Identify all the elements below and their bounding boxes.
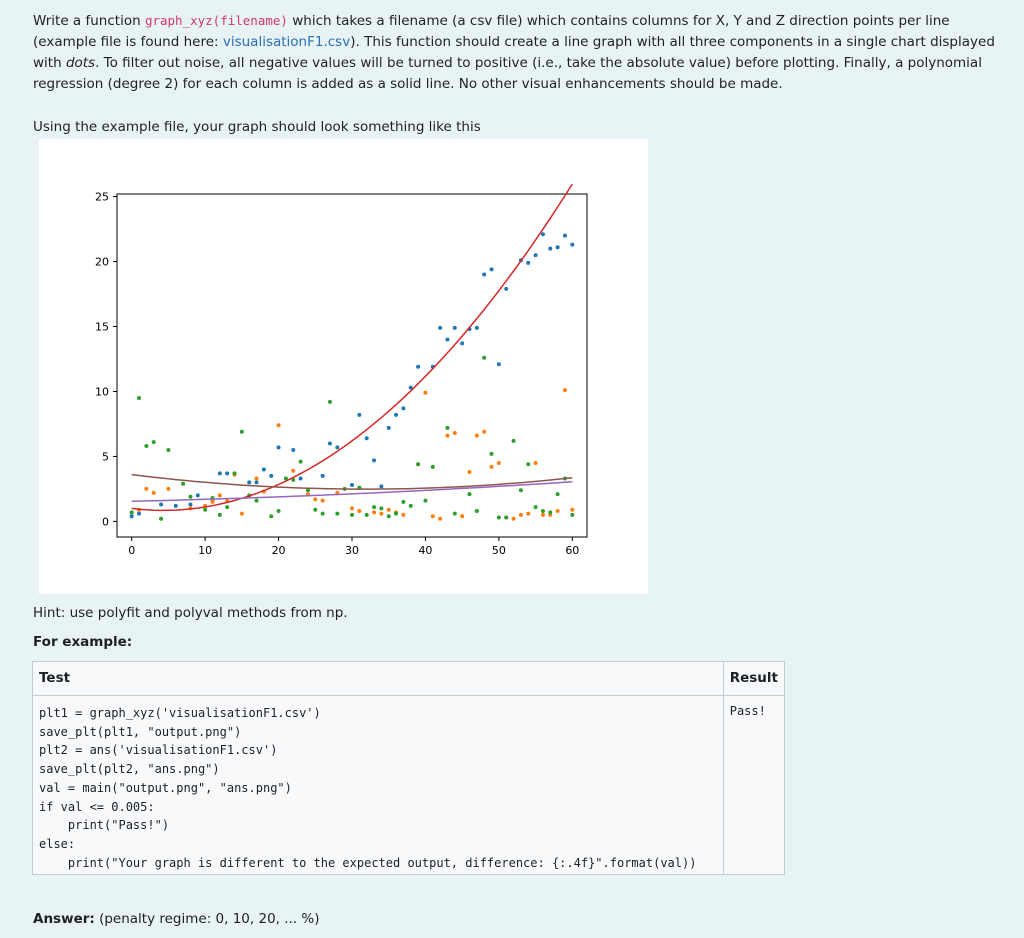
data-point-x bbox=[277, 445, 281, 449]
data-point-x bbox=[526, 261, 530, 265]
data-point-x bbox=[482, 273, 486, 277]
data-point-y bbox=[255, 477, 259, 481]
data-point-x bbox=[365, 436, 369, 440]
data-point-x bbox=[372, 458, 376, 462]
data-point-y bbox=[321, 499, 325, 503]
data-point-z bbox=[416, 462, 420, 466]
data-point-z bbox=[504, 516, 508, 520]
example-chart bbox=[39, 139, 648, 594]
data-point-z bbox=[475, 509, 479, 513]
data-point-x bbox=[262, 467, 266, 471]
data-point-y bbox=[372, 510, 376, 514]
data-point-x bbox=[159, 503, 163, 507]
data-point-x bbox=[438, 326, 442, 330]
data-point-x bbox=[387, 426, 391, 430]
data-point-x bbox=[460, 341, 464, 345]
data-point-z bbox=[372, 505, 376, 509]
data-point-z bbox=[335, 512, 339, 516]
data-point-x bbox=[394, 413, 398, 417]
function-signature: graph_xyz(filename) bbox=[144, 13, 288, 28]
test-column-header: Test bbox=[33, 662, 724, 696]
data-point-x bbox=[299, 477, 303, 481]
data-point-y bbox=[291, 469, 295, 473]
data-point-z bbox=[490, 452, 494, 456]
data-point-z bbox=[548, 510, 552, 514]
question-part-1: Write a function bbox=[33, 13, 145, 29]
data-point-x bbox=[548, 247, 552, 251]
x-tick-label: 10 bbox=[198, 544, 213, 557]
data-point-x bbox=[188, 503, 192, 507]
data-point-x bbox=[541, 232, 545, 236]
data-point-y bbox=[313, 497, 317, 501]
data-point-x bbox=[137, 512, 141, 516]
penalty-regime: (penalty regime: 0, 10, 20, ... %) bbox=[99, 911, 320, 927]
data-point-z bbox=[468, 492, 472, 496]
data-point-y bbox=[144, 487, 148, 491]
y-tick-label: 0 bbox=[102, 515, 109, 529]
y-tick-label: 10 bbox=[95, 385, 109, 399]
data-point-z bbox=[328, 400, 332, 404]
data-point-x bbox=[335, 445, 339, 449]
data-point-z bbox=[218, 513, 222, 517]
y-tick-label: 25 bbox=[95, 190, 109, 204]
data-point-z bbox=[144, 444, 148, 448]
data-point-x bbox=[497, 362, 501, 366]
data-point-x bbox=[357, 413, 361, 417]
data-point-z bbox=[445, 426, 449, 430]
data-point-z bbox=[203, 508, 207, 512]
answer-label: Answer: bbox=[33, 911, 95, 927]
data-point-x bbox=[563, 234, 567, 238]
data-point-x bbox=[490, 267, 494, 271]
question-part-3: ). This function should create a line graph with all three components in a single chart displayed with bbox=[33, 34, 995, 71]
data-point-z bbox=[225, 505, 229, 509]
data-point-y bbox=[563, 388, 567, 392]
data-point-z bbox=[453, 512, 457, 516]
data-point-z bbox=[365, 513, 369, 517]
data-point-y bbox=[460, 514, 464, 518]
data-point-y bbox=[534, 461, 538, 465]
data-point-y bbox=[218, 493, 222, 497]
result-column-header: Result bbox=[723, 662, 784, 696]
data-point-x bbox=[475, 326, 479, 330]
question-part-4: . To filter out noise, all negative values will be turned to positive (i.e., take the absolute value) before plotting. Finally, a polynomial regression (degree 2) for each column is added as a solid line. No other visual enhancements should be made. bbox=[33, 55, 982, 92]
data-point-y bbox=[379, 512, 383, 516]
data-point-z bbox=[512, 439, 516, 443]
data-point-z bbox=[299, 460, 303, 464]
data-point-y bbox=[482, 430, 486, 434]
data-point-z bbox=[188, 495, 192, 499]
data-point-y bbox=[431, 514, 435, 518]
data-point-z bbox=[152, 440, 156, 444]
data-point-y bbox=[423, 391, 427, 395]
test-code: plt1 = graph_xyz('visualisationF1.csv') save_plt(plt1, "output.png") plt2 = ans('visualisationF1.csv') save_plt(plt2, "ans.png") val = main("output.png", "ans.png") if val <= 0.005: print("Pass!") else: print("Your graph is different to the expected output, difference: {:.4f}".format(val)) bbox=[33, 696, 724, 875]
data-point-x bbox=[255, 480, 259, 484]
data-point-z bbox=[570, 513, 574, 517]
data-point-y bbox=[387, 508, 391, 512]
data-point-z bbox=[137, 396, 141, 400]
data-point-y bbox=[497, 461, 501, 465]
for-example-heading: For example: bbox=[33, 634, 133, 650]
data-point-z bbox=[519, 488, 523, 492]
x-tick-label: 30 bbox=[345, 544, 359, 557]
answer-section bbox=[33, 911, 320, 927]
data-point-z bbox=[321, 512, 325, 516]
data-point-x bbox=[570, 243, 574, 247]
data-point-x bbox=[350, 483, 354, 487]
data-point-z bbox=[423, 499, 427, 503]
data-point-y bbox=[277, 423, 281, 427]
data-point-y bbox=[453, 431, 457, 435]
data-point-y bbox=[490, 465, 494, 469]
data-point-y bbox=[152, 491, 156, 495]
data-point-y bbox=[401, 513, 405, 517]
question-part-2: which takes a filename (a csv file) which contains columns for X, Y and Z direction points per line (example file is found here: bbox=[33, 13, 950, 50]
y-tick-label: 15 bbox=[95, 320, 109, 334]
data-point-z bbox=[181, 482, 185, 486]
data-point-x bbox=[130, 514, 134, 518]
data-point-z bbox=[240, 430, 244, 434]
example-file-link[interactable]: visualisationF1.csv bbox=[222, 34, 351, 50]
y-tick-label: 20 bbox=[95, 255, 109, 269]
data-point-y bbox=[350, 506, 354, 510]
example-graph bbox=[39, 139, 648, 594]
data-point-z bbox=[233, 471, 237, 475]
data-point-x bbox=[321, 474, 325, 478]
data-point-z bbox=[409, 504, 413, 508]
data-point-y bbox=[519, 513, 523, 517]
data-point-x bbox=[401, 406, 405, 410]
data-point-x bbox=[225, 471, 229, 475]
data-point-z bbox=[166, 448, 170, 452]
data-point-x bbox=[247, 480, 251, 484]
data-point-z bbox=[269, 514, 273, 518]
data-point-z bbox=[431, 465, 435, 469]
x-tick-label: 40 bbox=[418, 544, 433, 557]
data-point-y bbox=[512, 517, 516, 521]
data-point-z bbox=[526, 462, 530, 466]
data-point-z bbox=[277, 509, 281, 513]
data-point-y bbox=[526, 512, 530, 516]
data-point-z bbox=[534, 505, 538, 509]
data-point-z bbox=[130, 510, 134, 514]
test-table-row bbox=[33, 696, 785, 875]
data-point-z bbox=[313, 508, 317, 512]
test-table-header-row bbox=[33, 662, 785, 696]
data-point-x bbox=[416, 365, 420, 369]
data-point-x bbox=[453, 326, 457, 330]
test-table bbox=[32, 661, 785, 875]
data-point-y bbox=[438, 517, 442, 521]
data-point-y bbox=[240, 512, 244, 516]
data-point-z bbox=[541, 509, 545, 513]
data-point-y bbox=[570, 508, 574, 512]
data-point-y bbox=[445, 434, 449, 438]
data-point-x bbox=[379, 484, 383, 488]
data-point-y bbox=[556, 509, 560, 513]
data-point-x bbox=[269, 474, 273, 478]
data-point-x bbox=[556, 245, 560, 249]
data-point-z bbox=[255, 499, 259, 503]
using-example-text: Using the example file, your graph should look something like this bbox=[33, 119, 481, 135]
test-result: Pass! bbox=[723, 696, 784, 875]
data-point-z bbox=[394, 512, 398, 516]
regression-line-x bbox=[132, 184, 573, 510]
data-point-z bbox=[556, 492, 560, 496]
data-point-y bbox=[541, 513, 545, 517]
data-point-x bbox=[218, 471, 222, 475]
x-tick-label: 50 bbox=[491, 544, 506, 557]
data-point-y bbox=[475, 434, 479, 438]
x-tick-label: 0 bbox=[128, 544, 136, 557]
data-point-x bbox=[445, 338, 449, 342]
data-point-x bbox=[196, 493, 200, 497]
data-point-x bbox=[534, 253, 538, 257]
data-point-x bbox=[328, 441, 332, 445]
data-point-z bbox=[379, 506, 383, 510]
question-paragraph bbox=[33, 10, 1008, 95]
data-point-z bbox=[401, 500, 405, 504]
question-text bbox=[33, 10, 1008, 95]
data-point-z bbox=[350, 513, 354, 517]
y-tick-label: 5 bbox=[102, 450, 109, 464]
x-tick-label: 60 bbox=[565, 544, 580, 557]
data-point-z bbox=[497, 516, 501, 520]
data-point-z bbox=[159, 517, 163, 521]
data-point-y bbox=[357, 509, 361, 513]
data-point-z bbox=[387, 514, 391, 518]
data-point-x bbox=[174, 504, 178, 508]
x-tick-label: 20 bbox=[271, 544, 286, 557]
hint-text: Hint: use polyfit and polyval methods from np. bbox=[33, 605, 348, 621]
dots-emphasis: dots bbox=[65, 55, 96, 71]
data-point-y bbox=[210, 500, 214, 504]
data-point-x bbox=[291, 448, 295, 452]
data-point-z bbox=[482, 356, 486, 360]
data-point-x bbox=[504, 287, 508, 291]
data-point-y bbox=[166, 487, 170, 491]
data-point-y bbox=[468, 470, 472, 474]
